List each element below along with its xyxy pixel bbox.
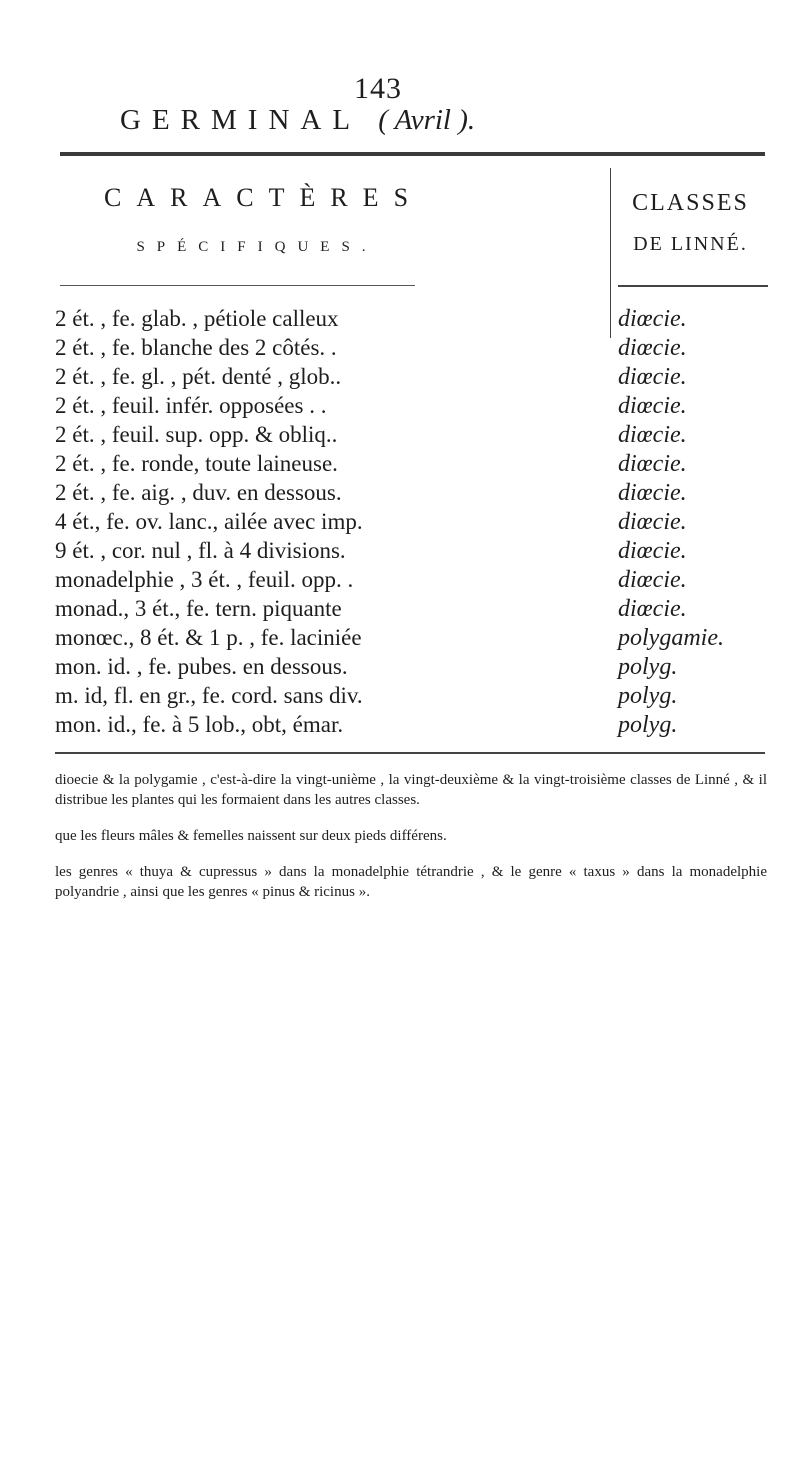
running-head-month: ( Avril ). [378, 104, 476, 136]
table-row [0, 712, 800, 752]
characters-column-header [104, 183, 424, 256]
row-linnean-class: polygamie. [618, 625, 724, 651]
row-characters: 4 ét., fe. ov. lanc., ailée avec imp. [55, 509, 363, 534]
row-characters: 2 ét. , fe. blanche des 2 côtés. . [55, 335, 337, 360]
classes-column-header [618, 190, 763, 256]
row-linnean-class: polyg. [618, 654, 678, 680]
table-bottom-rule [55, 752, 765, 754]
row-linnean-class: diœcie. [618, 335, 687, 361]
top-rule [60, 152, 765, 156]
page-number: 143 [354, 72, 402, 105]
header-rule-right [618, 285, 768, 287]
running-head-title: GERMINAL [120, 104, 360, 136]
row-linnean-class: diœcie. [618, 451, 687, 477]
footnote: dioecie & la polygamie , c'est-à-dire la vingt-unième , la vingt-deuxième & la vingt-troisième classes de Linné , & il distribue les plantes qui les formaient dans les autres classes. [55, 772, 767, 808]
row-characters: 2 ét. , fe. ronde, toute laineuse. [55, 451, 338, 476]
row-linnean-class: diœcie. [618, 480, 687, 506]
row-linnean-class: diœcie. [618, 306, 687, 332]
classes-header-line2: DE LINNÉ. [633, 233, 748, 255]
row-linnean-class: diœcie. [618, 393, 687, 419]
running-head [120, 104, 740, 137]
classes-header-line1: CLASSES [632, 190, 749, 216]
row-linnean-class: diœcie. [618, 538, 687, 564]
footnote: les genres « thuya & cupressus » dans la monadelphie tétrandrie , & le genre « taxus » dans la monadelphie polyandrie , ainsi que les genres « pinus & ricinus ». [55, 864, 767, 900]
footnotes [55, 770, 767, 918]
row-characters: 2 ét. , feuil. sup. opp. & obliq.. [55, 422, 338, 447]
row-linnean-class: diœcie. [618, 509, 687, 535]
characters-header-line1: CARACTÈRES [104, 183, 424, 212]
row-characters: monad., 3 ét., fe. tern. piquante [55, 596, 342, 621]
row-linnean-class: polyg. [618, 683, 678, 709]
row-characters: 2 ét. , feuil. infér. opposées . . [55, 393, 327, 418]
row-characters: mon. id. , fe. pubes. en dessous. [55, 654, 348, 679]
row-characters: 2 ét. , fe. gl. , pét. denté , glob.. [55, 364, 342, 389]
row-characters: monœc., 8 ét. & 1 p. , fe. laciniée [55, 625, 362, 650]
row-characters: m. id, fl. en gr., fe. cord. sans div. [55, 683, 363, 708]
row-linnean-class: polyg. [618, 712, 678, 738]
header-rule-left [60, 285, 415, 286]
row-linnean-class: diœcie. [618, 596, 687, 622]
row-characters: 2 ét. , fe. glab. , pétiole calleux [55, 306, 339, 331]
row-linnean-class: diœcie. [618, 567, 687, 593]
row-linnean-class: diœcie. [618, 364, 687, 390]
row-characters: monadelphie , 3 ét. , feuil. opp. . [55, 567, 354, 592]
row-characters: 9 ét. , cor. nul , fl. à 4 divisions. [55, 538, 346, 563]
row-characters: mon. id., fe. à 5 lob., obt, émar. [55, 712, 344, 737]
footnote: que les fleurs mâles & femelles naissent sur deux pieds différens. [55, 828, 447, 844]
row-characters: 2 ét. , fe. aig. , duv. en dessous. [55, 480, 342, 505]
row-linnean-class: diœcie. [618, 422, 687, 448]
characters-header-line2: SPÉCIFIQUES. [136, 239, 378, 255]
